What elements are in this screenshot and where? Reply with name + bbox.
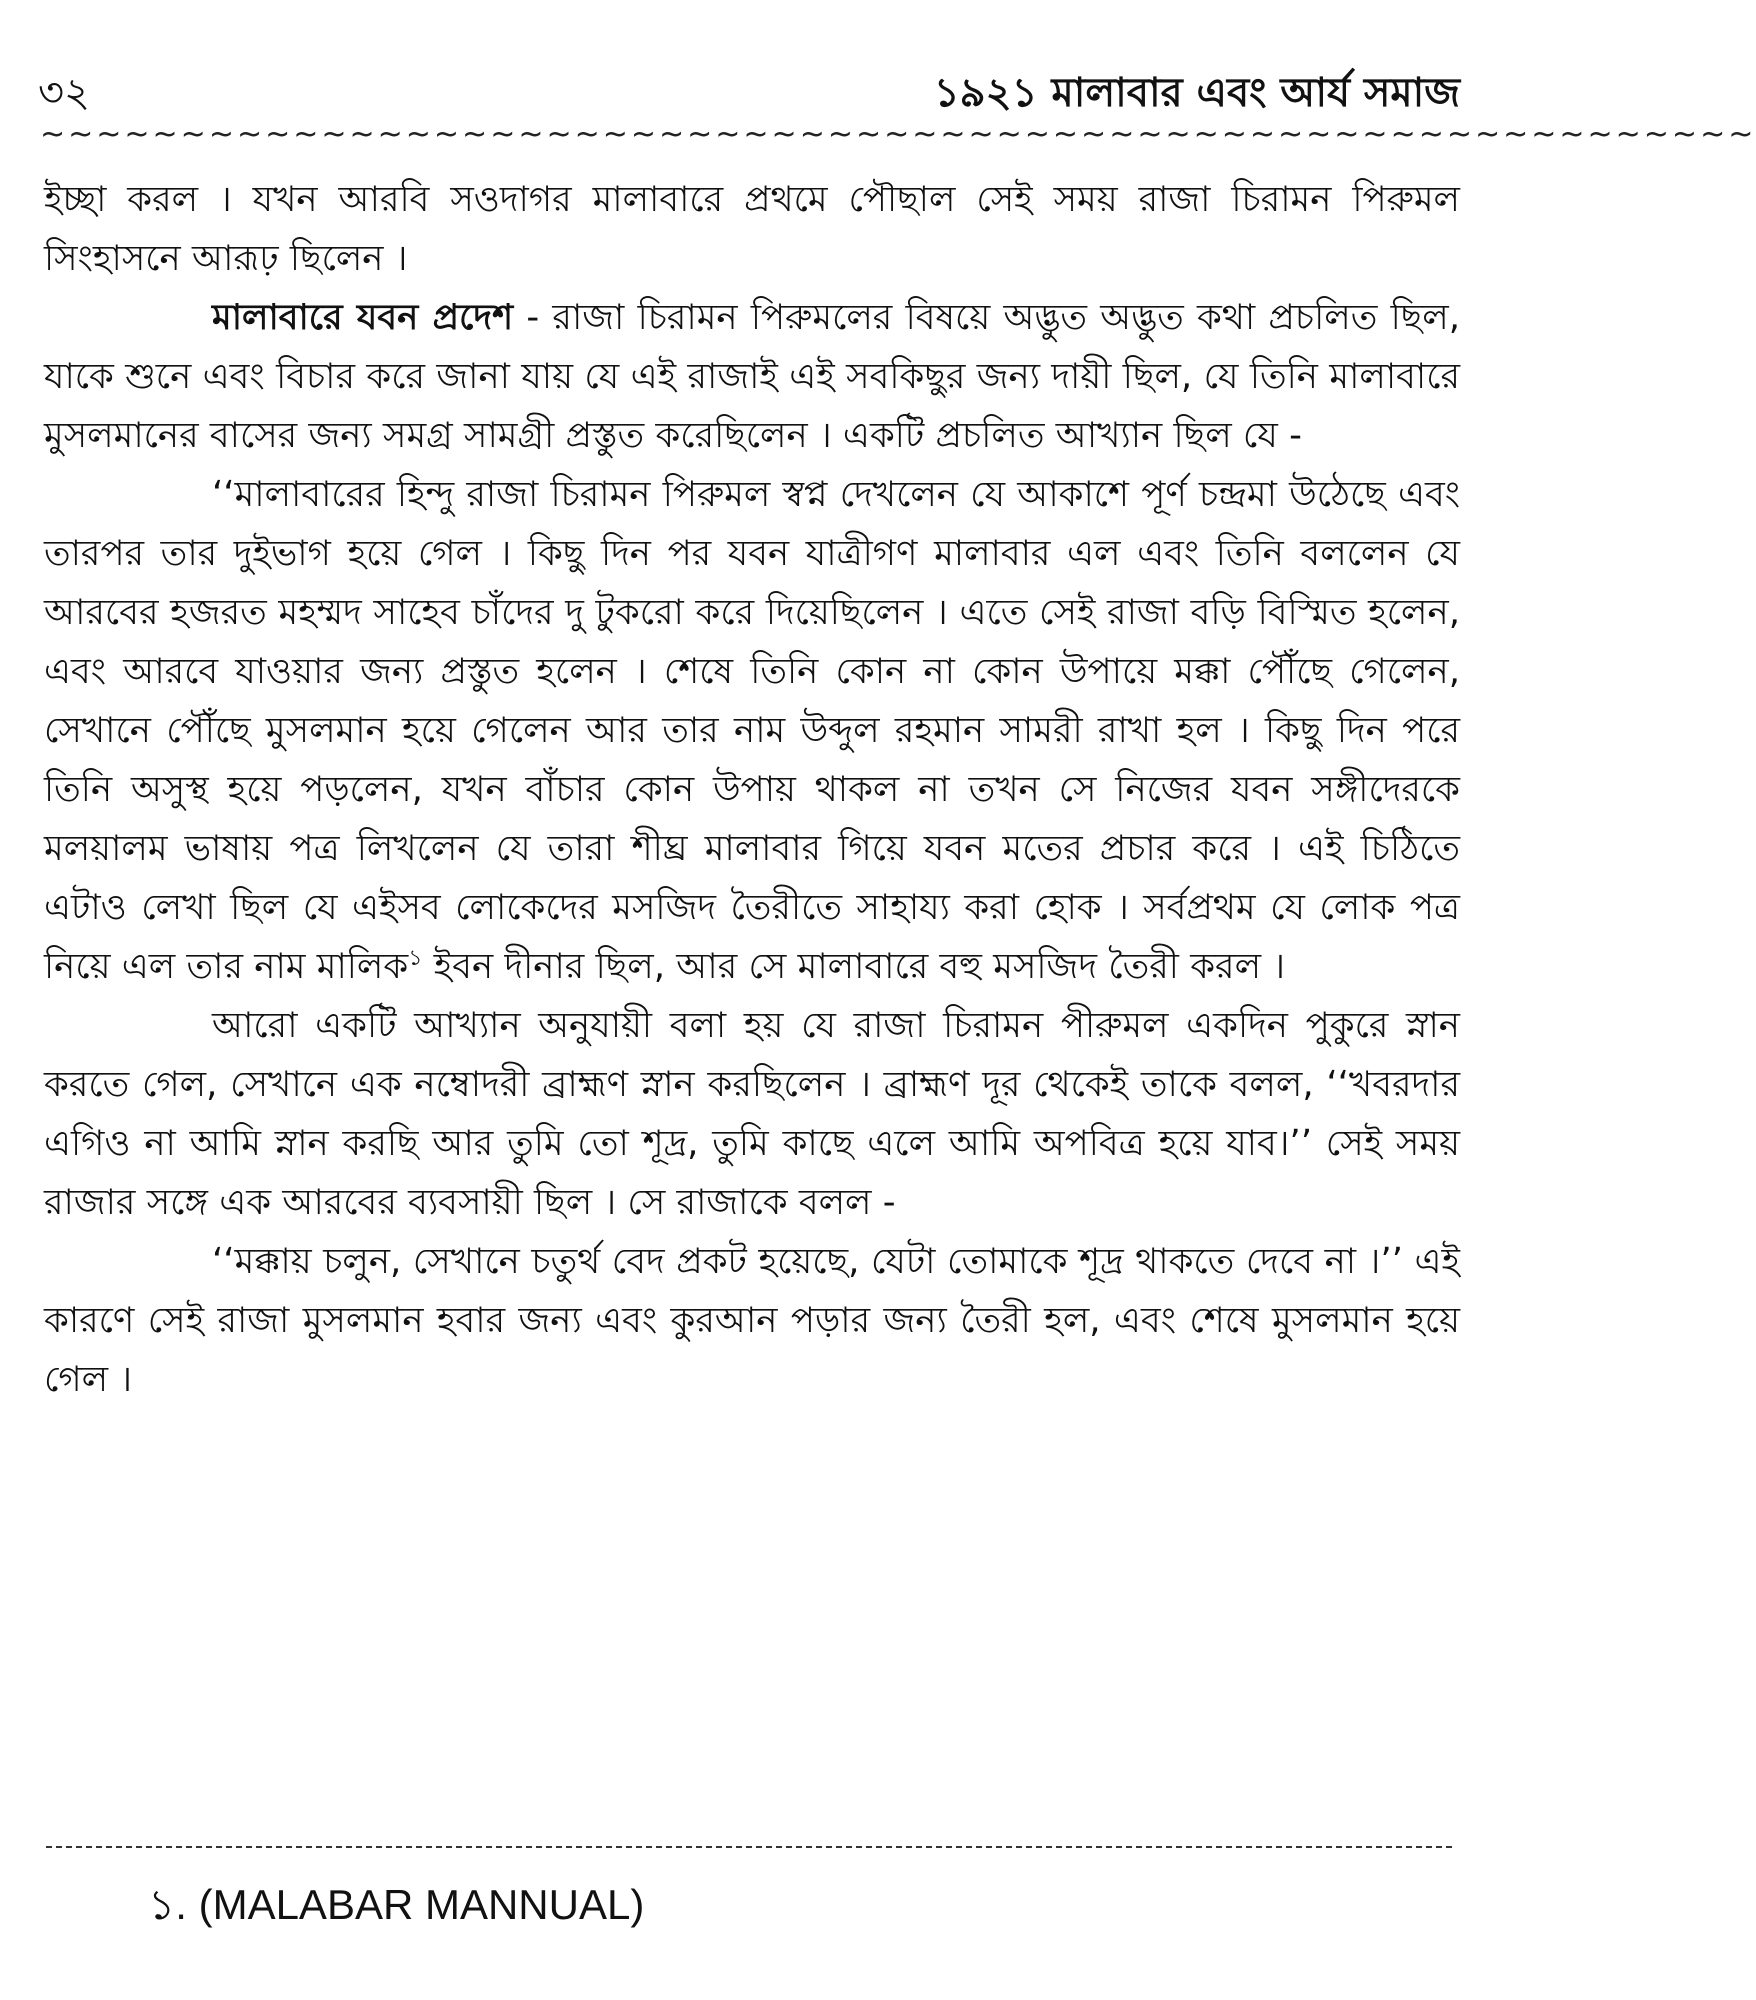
paragraph-2-text: - রাজা চিরামন পিরুমলের বিষয়ে অদ্ভুত অদ্ভুত কথা প্রচলিত ছিল, যাকে শুনে এবং বিচার করে জানা যায় যে এই রাজাই এই সবকিছুর জন্য দায়ী ছিল, যে তিনি মালাবারে মুসলমানের বাসের জন্য সমগ্র সামগ্রী প্রস্তুত করেছিলেন । একটি প্রচলিত আখ্যান ছিল যে - xyxy=(44,297,1460,456)
paragraph-3-text-end: ইবন দীনার ছিল, আর সে মালাবারে বহু মসজিদ তৈরী করল । xyxy=(422,946,1286,987)
page-number: ৩২ xyxy=(38,70,91,116)
paragraph-2 xyxy=(44,288,1460,465)
paragraph-4: আরো একটি আখ্যান অনুযায়ী বলা হয় যে রাজা চিরামন পীরুমল একদিন পুকুরে স্নান করতে গেল, সেখানে এক নম্বোদরী ব্রাহ্মণ স্নান করছিলেন । ব্রাহ্মণ দূর থেকেই তাকে বলল, ‘‘খবরদার এগিও না আমি স্নান করছি আর তুমি তো শূদ্র, তুমি কাছে এলে আমি অপবিত্র হয়ে যাব।’’ সেই সময় রাজার সঙ্গে এক আরবের ব্যবসায়ী ছিল । সে রাজাকে বলল - xyxy=(44,1005,1460,1223)
section-heading: মালাবারে যবন প্রদেশ xyxy=(212,297,514,338)
paragraph-1: ইচ্ছা করল । যখন আরবি সওদাগর মালাবারে প্রথমে পৌছাল সেই সময় রাজা চিরামন পিরুমল সিংহাসনে আরূঢ় ছিলেন । xyxy=(44,179,1460,279)
paragraph-5-quote: ‘‘মক্কায় চলুন, সেখানে চতুর্থ বেদ প্রকট হয়েছে, যেটা তোমাকে শূদ্র থাকতে দেবে না ।’’ এই কারণে সেই রাজা মুসলমান হবার জন্য এবং কুরআন পড়ার জন্য তৈরী হল, এবং শেষে মুসলমান হয়ে গেল । xyxy=(44,1241,1460,1400)
footnote: ১. (MALABAR MANNUAL) xyxy=(148,1881,645,1928)
footnote-divider xyxy=(46,1846,1452,1848)
paragraph-3-text: ‘‘মালাবারের হিন্দু রাজা চিরামন পিরুমল স্বপ্ন দেখলেন যে আকাশে পূর্ণ চন্দ্রমা উঠেছে এবং তারপর তার দুইভাগ হয়ে গেল । কিছু দিন পর যবন যাত্রীগণ মালাবার এল এবং তিনি বললেন যে আরবের হজরত মহম্মদ সাহেব চাঁদের দু টুকরো করে দিয়েছিলেন । এতে সেই রাজা বড়ি বিস্মিত হলেন, এবং আরবে যাওয়ার জন্য প্রস্তুত হলেন । শেষে তিনি কোন না কোন উপায়ে মক্কা পৌঁছে গেলেন, সেখানে পৌঁছে মুসলমান হয়ে গেলেন আর তার নাম উব্দুল রহমান সামরী রাখা হল । কিছু দিন পরে তিনি অসুস্থ হয়ে পড়লেন, যখন বাঁচার কোন উপায় থাকল না তখন সে নিজের যবন সঙ্গীদেরকে মলয়ালম ভাষায় পত্র লিখলেন যে তারা শীঘ্র মালাবার গিয়ে যবন মতের প্রচার করে । এই চিঠিতে এটাও লেখা ছিল যে এইসব লোকেদের মসজিদ তৈরীতে সাহায্য করা হোক । সর্বপ্রথম যে লোক পত্র নিয়ে এল তার নাম মালিক xyxy=(44,474,1460,987)
header-rule: ~~~~~~~~~~~~~~~~~~~~~~~~~~~~~~~~~~~~~~~~~~~~~~~~~~~~~~~~~~~~~ xyxy=(40,117,1756,152)
running-title: ১৯২১ মালাবার এবং আর্য সমাজ xyxy=(933,70,1460,116)
footnote-marker: ১ xyxy=(408,946,423,972)
body-text xyxy=(44,170,1460,1409)
paragraph-3-quote xyxy=(44,465,1460,996)
